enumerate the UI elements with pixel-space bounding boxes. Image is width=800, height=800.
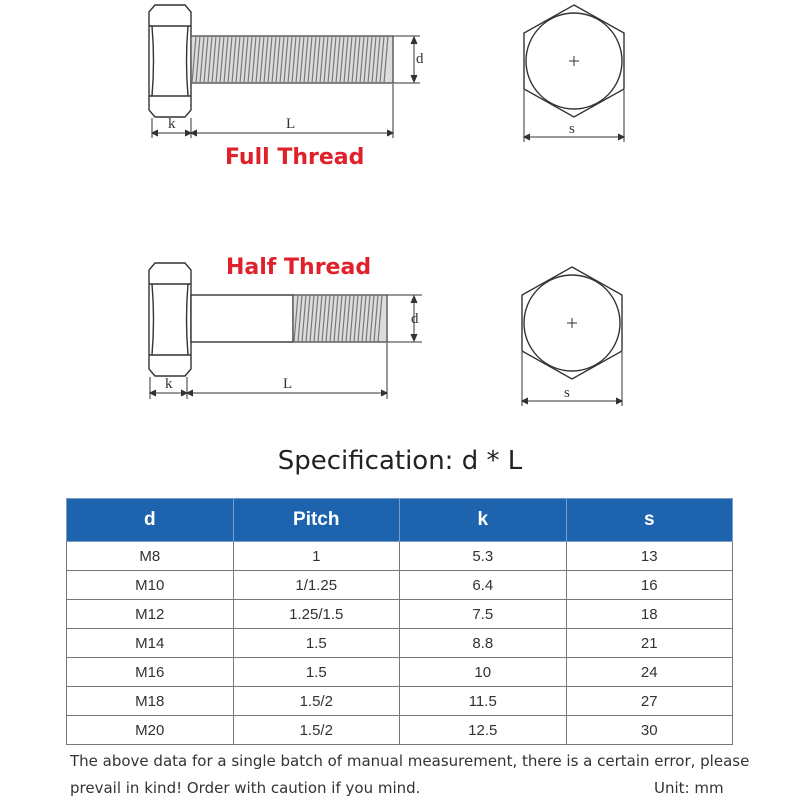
bolt-head [149,263,191,376]
dim-L-label: L [286,116,296,132]
cell-s: 13 [566,542,733,571]
cell-pitch: 1.25/1.5 [233,600,400,629]
header-s: s [566,499,733,542]
cell-s: 21 [566,629,733,658]
dim-d-label: d [416,51,424,67]
table-row [67,542,733,571]
cell-pitch: 1/1.25 [233,571,400,600]
cell-pitch: 1.5/2 [233,716,400,745]
table-row [67,629,733,658]
cell-k: 10 [400,658,567,687]
cell-d: M12 [67,600,234,629]
cell-pitch: 1.5 [233,658,400,687]
header-d: d [67,499,234,542]
cell-pitch: 1 [233,542,400,571]
note-line-2: prevail in kind! Order with caution if you mind. [70,779,421,797]
note-line-1: The above data for a single batch of manual measurement, there is a certain error, please [70,752,750,770]
table-row [67,687,733,716]
dim-s-label: s [564,385,570,401]
dim-L-label: L [283,376,293,392]
cell-s: 24 [566,658,733,687]
cell-k: 6.4 [400,571,567,600]
dim-d-label: d [411,311,419,327]
table-header-row [67,499,733,542]
cell-d: M10 [67,571,234,600]
cell-s: 18 [566,600,733,629]
cell-k: 11.5 [400,687,567,716]
cell-d: M16 [67,658,234,687]
cell-pitch: 1.5 [233,629,400,658]
full-thread-label: Full Thread [225,145,365,170]
cell-k: 7.5 [400,600,567,629]
cell-s: 16 [566,571,733,600]
bolt-head [149,5,191,117]
cell-d: M20 [67,716,234,745]
table-row [67,600,733,629]
header-pitch: Pitch [233,499,400,542]
cell-d: M14 [67,629,234,658]
cell-s: 27 [566,687,733,716]
cell-k: 12.5 [400,716,567,745]
cell-k: 5.3 [400,542,567,571]
spec-table [66,498,733,745]
half-thread-side-view [140,255,440,405]
dim-k-label: k [168,116,176,132]
header-k: k [400,499,567,542]
cell-d: M8 [67,542,234,571]
full-thread-end-view [515,0,635,145]
cell-k: 8.8 [400,629,567,658]
table-row [67,658,733,687]
spec-title: Specification: d * L [277,446,523,476]
half-thread-label: Half Thread [226,255,372,280]
table-row [67,571,733,600]
unit-label: Unit: mm [654,779,724,797]
full-thread-side-view [140,0,440,145]
dim-k-label: k [165,376,173,392]
cell-pitch: 1.5/2 [233,687,400,716]
table-row [67,716,733,745]
plain-shank [191,295,293,342]
cell-s: 30 [566,716,733,745]
cell-d: M18 [67,687,234,716]
half-thread-end-view [512,262,632,412]
dim-s-label: s [569,121,575,137]
